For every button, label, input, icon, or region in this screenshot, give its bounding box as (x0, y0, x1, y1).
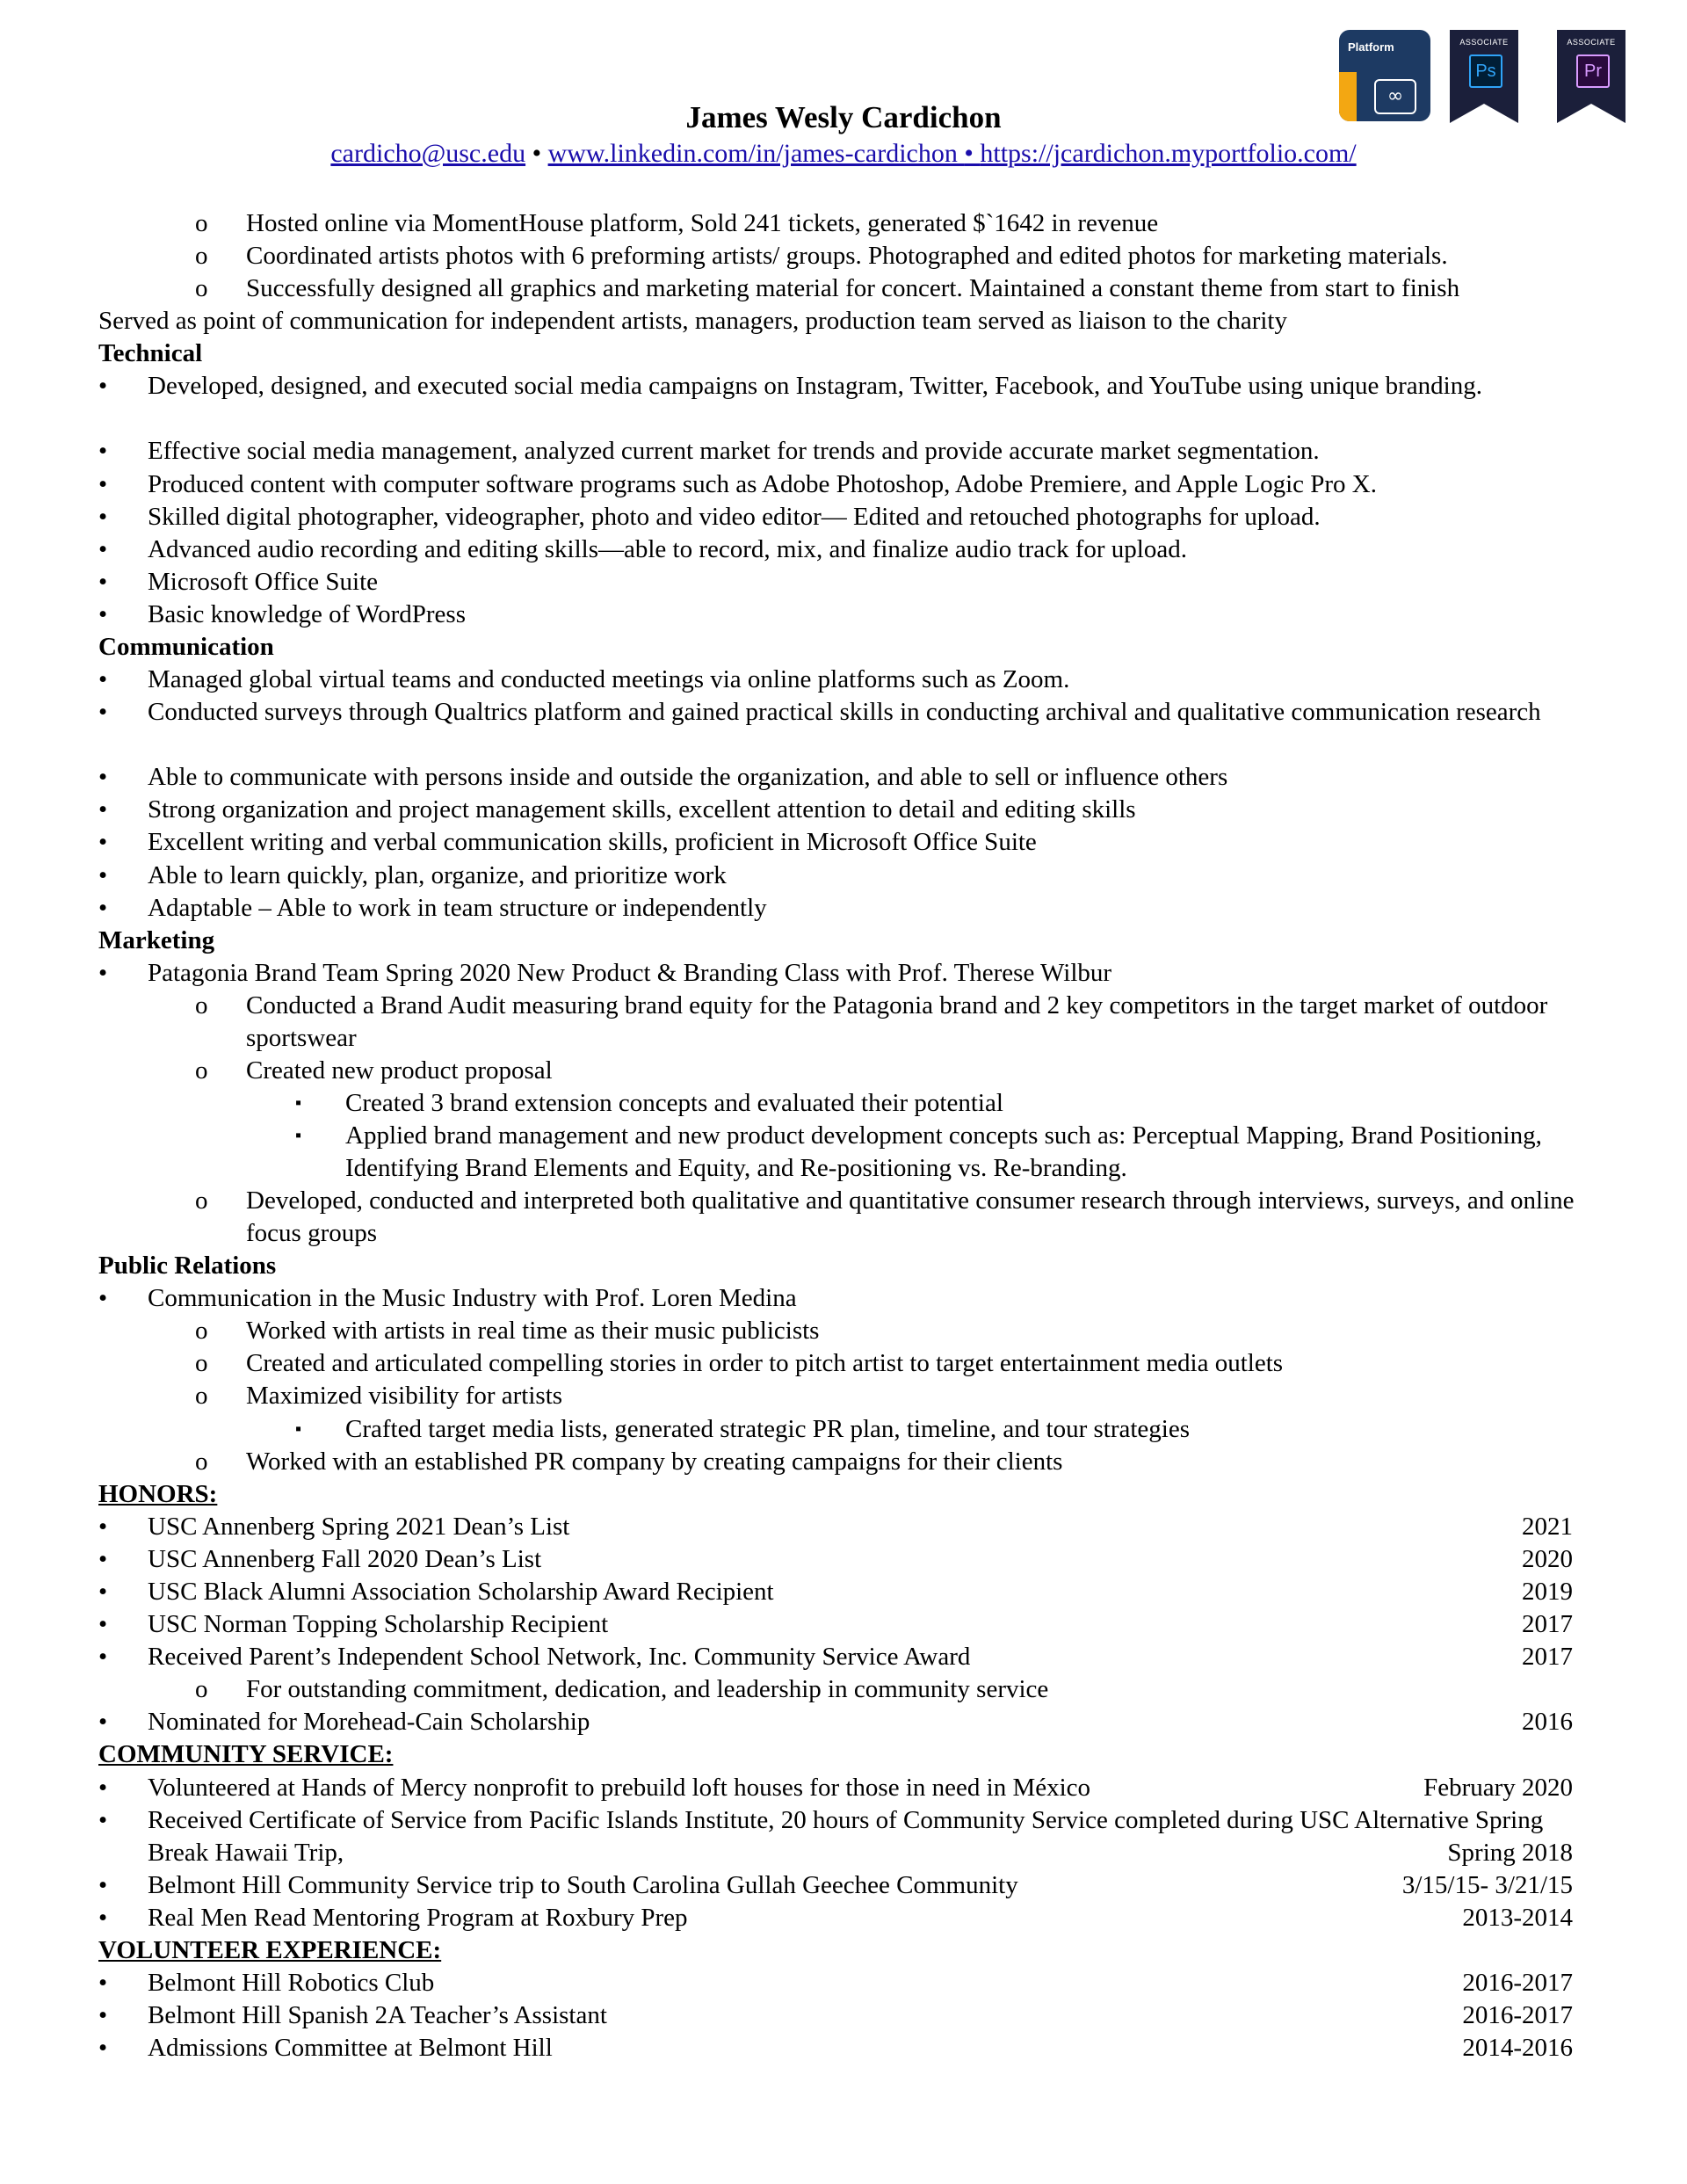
bullet: • (98, 502, 108, 531)
square-bullet: ▪ (295, 1419, 302, 1439)
bullet: • (98, 958, 108, 987)
circle-bullet: o (195, 1447, 208, 1476)
list-item: • Communication in the Music Industry with Prof. Loren Medina (0, 1282, 1687, 1315)
list-item: o Developed, conducted and interpreted both qualitative and quantitative consumer research through interviews, surveys, and online focus groups (195, 1186, 1575, 1248)
honor-item: • USC Annenberg Fall 2020 Dean’s List 2020 (0, 1543, 1687, 1576)
bullet: • (98, 795, 108, 824)
premiere-icon: Pr (1576, 54, 1610, 88)
bullet: • (98, 893, 108, 922)
section-heading-honors: HONORS: (98, 1479, 218, 1508)
bullet: • (98, 1578, 108, 1606)
bullet: • (98, 665, 108, 694)
list-item: ▪ Crafted target media lists, generated strategic PR plan, timeline, and tour strategies (0, 1413, 1687, 1446)
list-item: o Hosted online via MomentHouse platform, Sold 241 tickets, generated $`1642 in revenue (0, 207, 1687, 240)
bullet: • (98, 828, 108, 857)
bullet: • (98, 860, 108, 889)
service-item: • Received Certificate of Service from Pacific Islands Institute, 20 hours of Community Service completed during USC Alternative Spring Break Hawaii Trip, Spring 2018 (0, 1804, 1687, 1869)
list-item: o Worked with an established PR company by creating campaigns for their clients (0, 1446, 1687, 1478)
circle-bullet: o (195, 1675, 208, 1704)
ps-badge-label: ASSOCIATE (1459, 38, 1509, 47)
email-link[interactable]: cardicho@usc.edu (330, 139, 526, 168)
item-date: 2016-2017 (1462, 1968, 1573, 1997)
honor-item: • Received Parent’s Independent School Network, Inc. Community Service Award 2017 (0, 1641, 1687, 1673)
list-item: • Advanced audio recording and editing skills—able to record, mix, and finalize audio track for upload. (0, 533, 1687, 566)
platform-badge-label: Platform (1348, 40, 1394, 54)
bullet: • (98, 2034, 108, 2063)
list-item: • Able to communicate with persons inside and outside the organization, and able to sell or influence others (0, 761, 1687, 794)
section-heading-communication: Communication (98, 633, 274, 662)
volunteer-item: • Admissions Committee at Belmont Hill 2014-2016 (0, 2032, 1687, 2064)
pr-badge-label: ASSOCIATE (1567, 38, 1616, 47)
honor-item: • USC Black Alumni Association Scholarship Award Recipient 2019 (0, 1576, 1687, 1608)
list-item: o Created new product proposal (0, 1055, 1687, 1087)
square-bullet: ▪ (295, 1126, 302, 1146)
bullet: • (98, 1610, 108, 1639)
portfolio-link[interactable]: https://jcardichon.myportfolio.com/ (980, 139, 1357, 168)
service-item: • Real Men Read Mentoring Program at Roxbury Prep 2013-2014 (0, 1902, 1687, 1934)
section-heading-technical: Technical (98, 339, 203, 368)
bullet: • (98, 1284, 108, 1313)
item-date: 2019 (1522, 1578, 1573, 1606)
volunteer-item: • Belmont Hill Robotics Club 2016-2017 (0, 1967, 1687, 1999)
section-heading-public-relations: Public Relations (98, 1252, 277, 1281)
list-item: ▪ Created 3 brand extension concepts and evaluated their potential (0, 1087, 1687, 1120)
bullet: • (98, 1512, 108, 1541)
bullet: • (98, 1805, 108, 1834)
linkedin-link[interactable]: www.linkedin.com/in/james-cardichon (547, 139, 965, 168)
circle-bullet: o (195, 1317, 208, 1346)
list-item: ▪ Applied brand management and new product development concepts such as: Perceptual Mapping, Brand Positioning, Identifying Brand Elements and Equity, and Re-positioning vs. Re-branding. (295, 1121, 1542, 1183)
list-item: • Produced content with computer software programs such as Adobe Photoshop, Adobe Premiere, and Apple Logic Pro X. (0, 468, 1687, 501)
service-item: • Belmont Hill Community Service trip to South Carolina Gullah Geechee Community 3/15/15- 3/21/15 (0, 1869, 1687, 1902)
item-date: 2016 (1522, 1708, 1573, 1737)
circle-bullet: o (195, 274, 208, 303)
service-item: • Volunteered at Hands of Mercy nonprofit to prebuild loft houses for those in need in México February 2020 (0, 1772, 1687, 1804)
bullet: • (98, 599, 108, 628)
list-item: • Microsoft Office Suite (0, 566, 1687, 599)
list-item: o Conducted a Brand Audit measuring brand equity for the Patagonia brand and 2 key competitors in the target market of outdoor sportswear (195, 990, 1548, 1052)
list-item: o Coordinated artists photos with 6 preforming artists/ groups. Photographed and edited photos for marketing materials. (0, 240, 1687, 272)
honor-item: • USC Norman Topping Scholarship Recipient 2017 (0, 1608, 1687, 1641)
honor-item: • Nominated for Morehead-Cain Scholarship 2016 (0, 1706, 1687, 1738)
list-item: o Maximized visibility for artists (0, 1380, 1687, 1412)
list-item: o Worked with artists in real time as their music publicists (0, 1315, 1687, 1347)
bullet: • (98, 763, 108, 792)
item-date: Spring 2018 (1447, 1838, 1573, 1867)
paragraph: Served as point of communication for independent artists, managers, production team served as liaison to the charity (98, 307, 1287, 336)
owl-icon: ∞ (1374, 79, 1416, 114)
item-date: 2017 (1522, 1643, 1573, 1672)
item-date: 2013-2014 (1462, 1903, 1573, 1932)
bullet: • (98, 1544, 108, 1573)
section-heading-volunteer-experience: VOLUNTEER EXPERIENCE: (98, 1935, 442, 1964)
list-item: • Conducted surveys through Qualtrics platform and gained practical skills in conducting archival and qualitative communication research (0, 696, 1687, 761)
square-bullet: ▪ (295, 1092, 302, 1113)
list-item: o Successfully designed all graphics and marketing material for concert. Maintained a constant theme from start to finish (0, 272, 1687, 305)
bullet: • (98, 1773, 108, 1802)
circle-bullet: o (195, 209, 208, 237)
list-item: o For outstanding commitment, dedication, and leadership in community service (0, 1673, 1687, 1706)
list-item: • Developed, designed, and executed social media campaigns on Instagram, Twitter, Facebook, and YouTube using unique branding. (0, 370, 1687, 435)
bullet: • (98, 1870, 108, 1899)
section-heading-marketing: Marketing (98, 925, 215, 954)
item-date: February 2020 (1423, 1773, 1573, 1802)
resume-name: James Wesly Cardichon (685, 100, 1002, 134)
list-item: • Patagonia Brand Team Spring 2020 New Product & Branding Class with Prof. Therese Wilbur (0, 957, 1687, 990)
item-date: 2017 (1522, 1610, 1573, 1639)
bullet: • (98, 534, 108, 563)
section-heading-community-service: COMMUNITY SERVICE: (98, 1740, 394, 1769)
bullet: • (98, 437, 108, 466)
list-item: • Able to learn quickly, plan, organize, and prioritize work (0, 860, 1687, 892)
bullet: • (98, 469, 108, 498)
item-date: 2021 (1522, 1512, 1573, 1541)
bullet: • (98, 1643, 108, 1672)
separator-link[interactable]: • (964, 139, 981, 168)
list-item: • Effective social media management, analyzed current market for trends and provide accurate market segmentation. (0, 435, 1687, 468)
contact-line (0, 136, 1687, 171)
bullet: • (98, 1903, 108, 1932)
list-item: • Excellent writing and verbal communication skills, proficient in Microsoft Office Suite (0, 826, 1687, 859)
photoshop-icon: Ps (1469, 54, 1502, 88)
item-date: 3/15/15- 3/21/15 (1401, 1870, 1573, 1899)
circle-bullet: o (195, 1186, 208, 1215)
item-date: 2020 (1522, 1544, 1573, 1573)
circle-bullet: o (195, 1382, 208, 1411)
bullet: • (98, 1968, 108, 1997)
honor-item: • USC Annenberg Spring 2021 Dean’s List 2021 (0, 1511, 1687, 1543)
circle-bullet: o (195, 990, 208, 1019)
list-item: o Created and articulated compelling stories in order to pitch artist to target entertainment media outlets (0, 1347, 1687, 1380)
bullet: • (98, 567, 108, 596)
list-item: • Strong organization and project management skills, excellent attention to detail and editing skills (0, 794, 1687, 826)
circle-bullet: o (195, 242, 208, 271)
volunteer-item: • Belmont Hill Spanish 2A Teacher’s Assistant 2016-2017 (0, 1999, 1687, 2032)
circle-bullet: o (195, 1349, 208, 1378)
list-item: • Adaptable – Able to work in team structure or independently (0, 892, 1687, 925)
separator: • (525, 139, 548, 168)
list-item: • Skilled digital photographer, videographer, photo and video editor— Edited and retouched photographs for upload. (0, 501, 1687, 533)
bullet: • (98, 1708, 108, 1737)
bullet: • (98, 372, 108, 401)
item-date: 2016-2017 (1462, 2001, 1573, 2030)
list-item: • Managed global virtual teams and conducted meetings via online platforms such as Zoom. (0, 664, 1687, 696)
bullet: • (98, 2001, 108, 2030)
item-date: 2014-2016 (1462, 2034, 1573, 2063)
circle-bullet: o (195, 1056, 208, 1085)
resume-body (0, 207, 1687, 2064)
list-item: • Basic knowledge of WordPress (0, 599, 1687, 631)
bullet: • (98, 698, 108, 727)
